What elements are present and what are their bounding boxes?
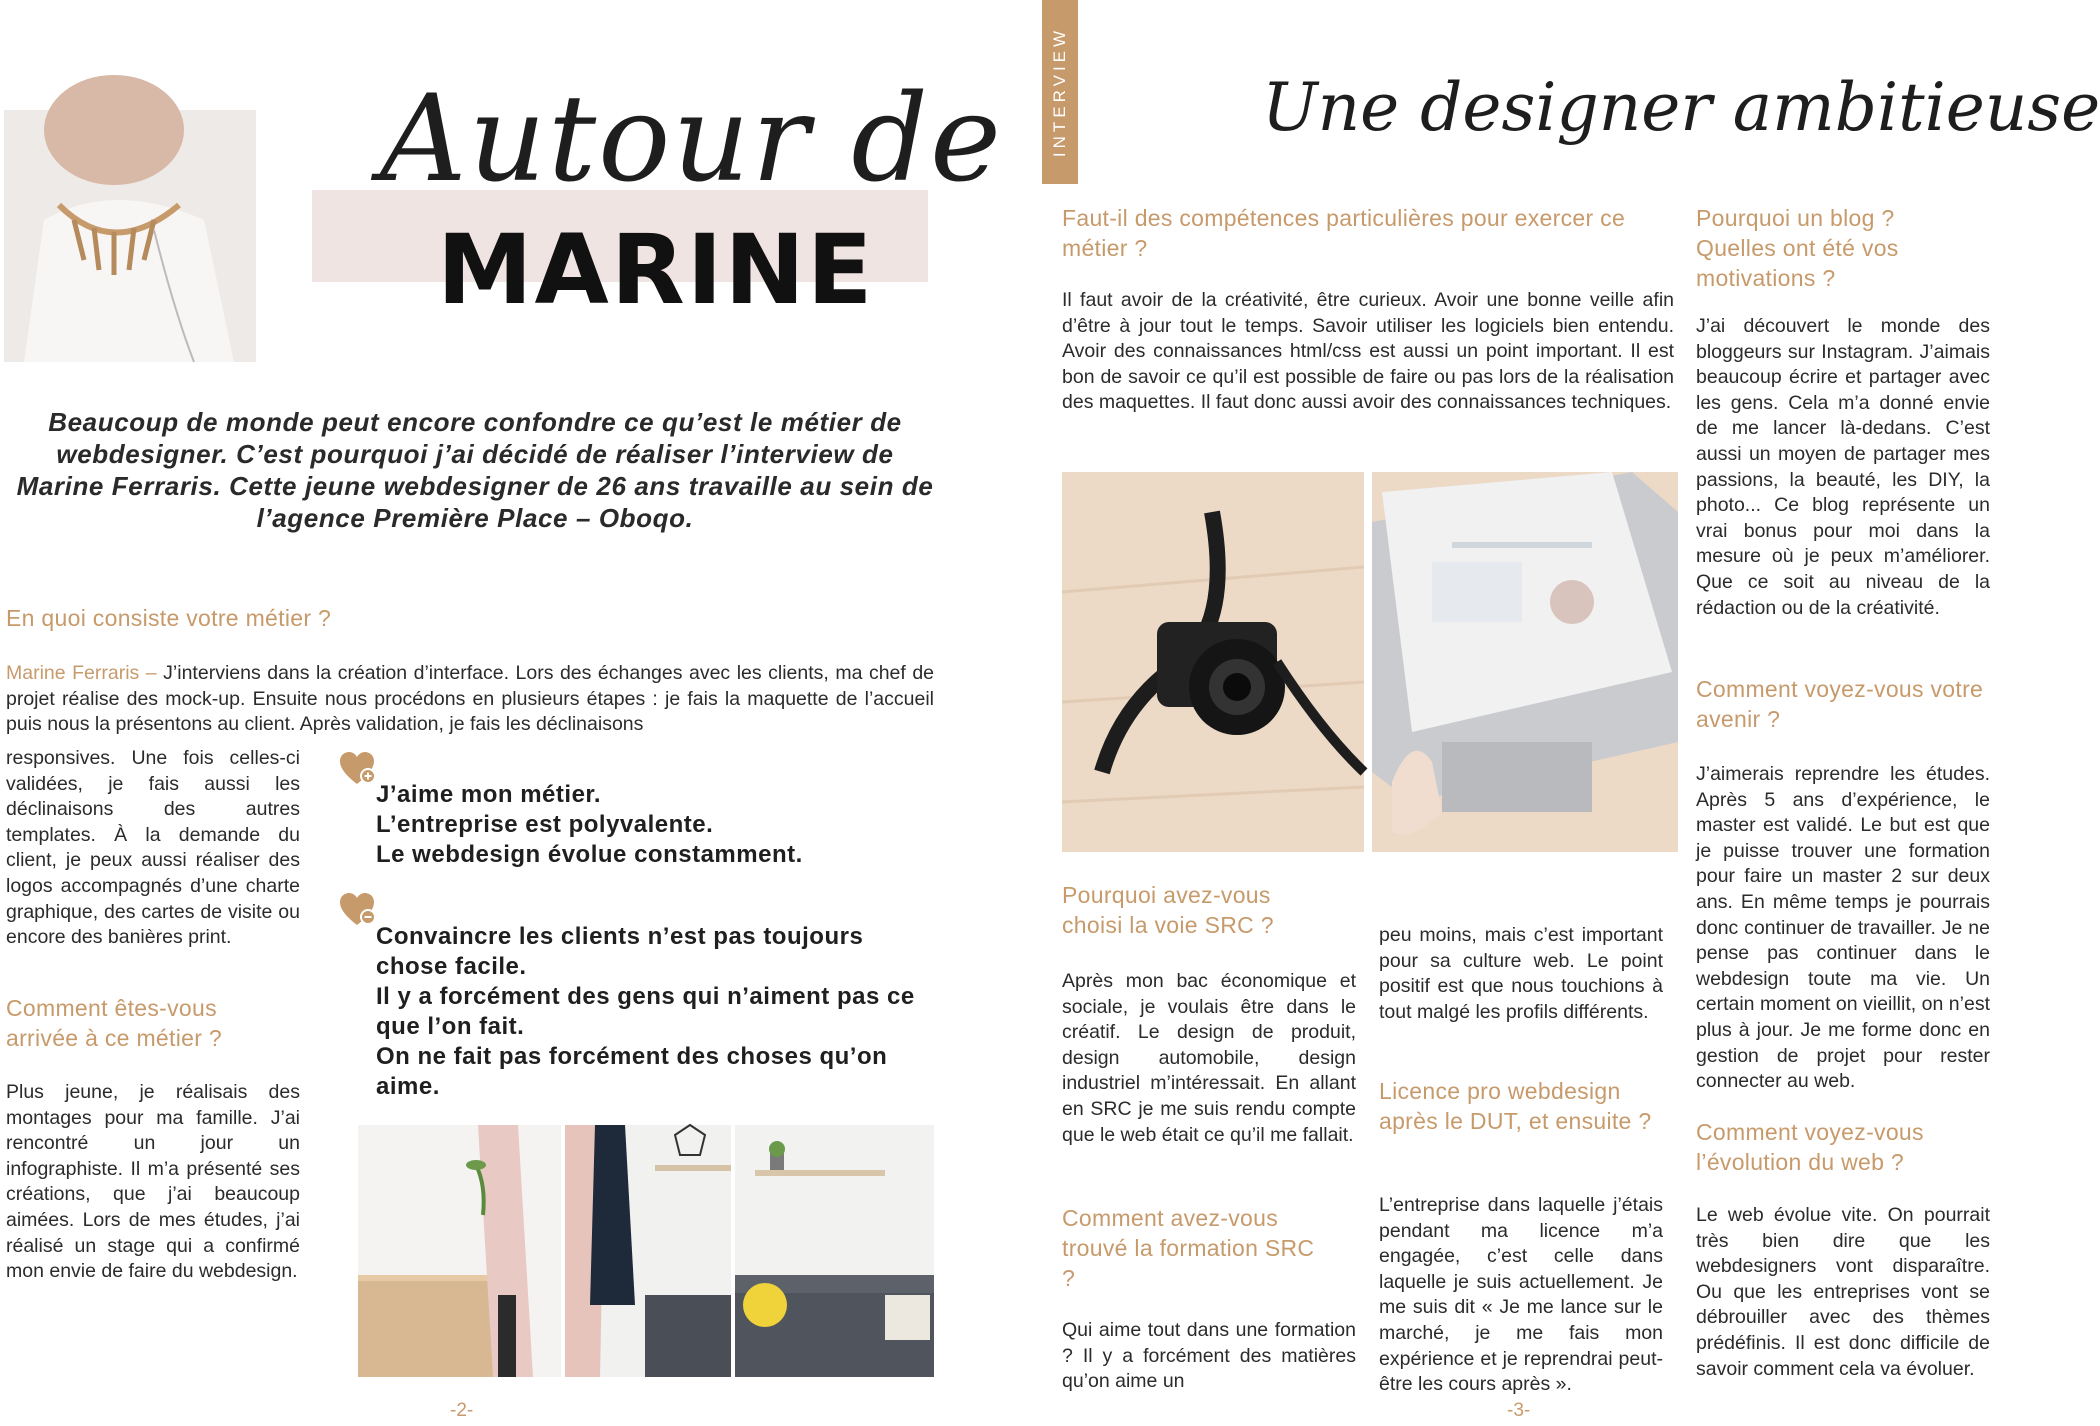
pro-item: Le webdesign évolue constamment. <box>376 841 803 868</box>
intro-paragraph: Beaucoup de monde peut encore confondre ce qu’est le métier de webdesigner. C’est pourquoi j’ai décidé de réaliser l’interview de Marine Ferraris. Cette jeune webdesigner de 26 ans travaille au sein de l’agence Première Place – Oboqo. <box>16 407 934 533</box>
interior-photo <box>735 1125 934 1377</box>
question-heading: Faut-il des compétences particulières pour exercer ce métier ? <box>1062 205 1626 261</box>
answer-paragraph: Il faut avoir de la créativité, être curieux. Avoir une bonne veille afin d’être à jour tout le temps. Savoir utiliser les logiciels bien entendu. Avoir des connaissances html/css est aussi un point important. Il est bon de savoir ce qu’il est possible de faire ou pas lors de la réalisation des maquettes. Il faut donc aussi avoir des connaissances techniques. <box>1062 289 1674 414</box>
answer-text: J’interviens dans la création d’interface. Lors des échanges avec les clients, ma chef de projet réalise des mock-up. Ensuite nous procédons en plusieurs étapes : je fais la maquette de l’accueil puis nous la présentons au client. Après validation, je fais les déclinaisons <box>6 662 935 736</box>
answer-paragraph: J’ai découvert le monde des bloggeurs sur Instagram. J’aimais beaucoup écrire et partager avec les gens. Cela m’a donné envie de me lancer là-dedans. C’est aussi un moyen de partager mes passions, la beauté, les DIY, la photo... Ce blog représente un vrai bonus pour moi dans la mesure où je peux m’améliorer. Que ce soit au niveau de la rédaction ou de la créativité. <box>1696 315 1990 619</box>
right-title-script: Une designer ambitieuse <box>1262 69 2100 146</box>
heart-minus-icon <box>340 893 380 934</box>
answer-paragraph: J’aimerais reprendre les études. Après 5 ans d’expérience, le master est validé. Le but est que je puisse trouver une formation pour faire un master 2 sur deux ans. En même temps je pourrais donc continuer de travailler. Je ne pense pas continuer dans le webdesign toute ma vie. Un certain moment on vieillit, on n’est plus à jour. Je me forme donc en gestion de projet pour rester connecter au web. <box>1696 763 1990 1093</box>
question-heading: En quoi consiste votre métier ? <box>6 605 332 631</box>
question-heading: Comment voyez-vous votre avenir ? <box>1696 676 1984 732</box>
heart-plus-icon <box>340 752 380 793</box>
pro-item: L’entreprise est polyvalente. <box>376 811 714 838</box>
cons-list <box>376 922 916 1102</box>
interior-photo <box>358 1125 561 1377</box>
laptop-photo <box>1372 472 1678 852</box>
page-number-left: -2- <box>450 1400 474 1421</box>
answer-paragraph: Après mon bac économique et sociale, je voulais être dans le créatif. Le design de produit, design automobile, design industriel m’intéressait. En allant en SRC je me suis rendu compte que le web était ce qu’il me fallait. <box>1062 970 1356 1146</box>
con-item: Convaincre les clients n’est pas toujours chose facile. <box>376 923 864 980</box>
question-heading: Pourquoi avez-vous choisi la voie SRC ? <box>1062 882 1274 938</box>
answer-paragraph: Le web évolue vite. On pourrait très bien dire que les webdesigners vont disparaître. Ou que les entreprises vont se débrouiller avec des thèmes prédéfinis. Il est donc difficile de savoir comment cela va évoluer. <box>1696 1204 1990 1380</box>
speaker-name: Marine Ferraris – <box>6 662 164 684</box>
answer-paragraph: Qui aime tout dans une formation ? Il y a forcément des matières qu’on aime un <box>1062 1319 1356 1393</box>
pros-list <box>376 780 803 870</box>
page-number-right: -3- <box>1507 1400 1531 1421</box>
camera-photo <box>1062 472 1364 852</box>
interior-photo <box>565 1125 731 1377</box>
question-heading: Licence pro webdesign après le DUT, et ensuite ? <box>1379 1078 1652 1134</box>
answer-paragraph <box>6 661 934 738</box>
answer-paragraph-continued: responsives. Une fois celles-ci validées, je fais aussi les déclinaisons des autres templates. À la demande du client, je peux aussi réaliser des logos accompagnés d’une charte graphique, des cartes de visite ou encore des banières print. <box>6 747 300 949</box>
con-item: On ne fait pas forcément des choses qu’on aime. <box>376 1043 888 1100</box>
answer-paragraph-continued: peu moins, mais c’est important pour sa culture web. Le point positif est que nous touchions à tout malgé les profils différents. <box>1379 924 1663 1023</box>
title-script: Autour de <box>380 70 1004 209</box>
portrait-photo <box>4 110 256 362</box>
answer-paragraph: Plus jeune, je réalisais des montages pour ma famille. J’ai rencontré un jour un infographiste. Il m’a présenté ses créations, que j’ai beaucoup aimées. Lors de mes études, j’ai réalisé un stage qui a confirmé mon envie de faire du webdesign. <box>6 1081 300 1283</box>
question-heading: Comment voyez-vous l’évolution du web ? <box>1696 1119 1924 1175</box>
question-heading: Comment avez-vous trouvé la formation SRC ? <box>1062 1205 1315 1291</box>
title-bold: MARINE <box>437 214 875 326</box>
pro-item: J’aime mon métier. <box>376 781 602 808</box>
question-heading: Comment êtes-vous arrivée à ce métier ? <box>6 995 222 1051</box>
question-heading: Pourquoi un blog ? Quelles ont été vos motivations ? <box>1696 205 1899 291</box>
answer-paragraph: L’entreprise dans laquelle j’étais pendant ma licence m’a engagée, c’est celle dans laquelle je suis actuellement. Je me suis dit « Je me lance sur le marché, je me fais mon expérience et je reprendrai peut-être les cours après ». <box>1379 1194 1663 1396</box>
section-label: INTERVIEW <box>1050 26 1069 158</box>
con-item: Il y a forcément des gens qui n’aiment pas ce que l’on fait. <box>376 983 915 1040</box>
